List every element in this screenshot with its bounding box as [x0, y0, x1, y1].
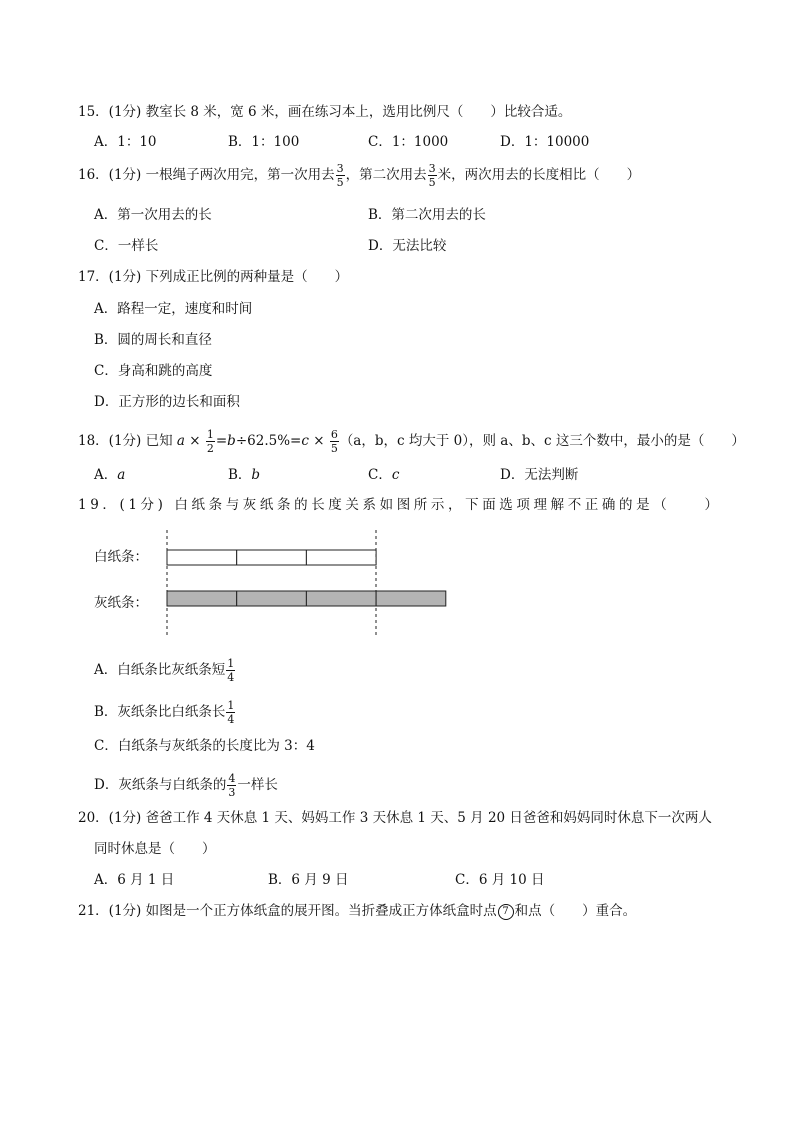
q19-label-white: 白纸条：: [94, 549, 148, 565]
q20-option-c: C．6 月 10 日: [455, 872, 545, 888]
q19-option-b: [94, 700, 236, 725]
q19-option-c: C．白纸条与灰纸条的长度比为 3：4: [94, 738, 315, 754]
q18-times-2: ×: [308, 433, 329, 449]
q16-option-b: B．第二次用去的长: [368, 207, 486, 223]
q18-frac1-numerator: 1: [206, 428, 214, 441]
q16-stem-part-c: 米，两次用去的长度相比（ ）: [437, 167, 641, 183]
q18-option-a-letter: A．: [94, 467, 118, 483]
q18-option-b-var: b: [251, 467, 261, 483]
q16-stem-part-b: ，第二次用去: [345, 167, 427, 183]
q19-stem: 19．(1分) 白纸条与灰纸条的长度关系如图所示，下面选项理解不正确的是（ ）: [78, 497, 722, 513]
q17-option-a: A．路程一定，速度和时间: [94, 301, 253, 317]
q19-option-b-fraction: [226, 700, 235, 725]
q19-option-d-numerator: 4: [228, 772, 236, 785]
q18-option-c-var: c: [391, 467, 400, 483]
q17-stem: 17．(1分) 下列成正比例的两种量是（ ）: [78, 269, 349, 285]
gray-strip-segment-2: [237, 591, 307, 606]
q16-frac1-numerator: 3: [336, 162, 344, 175]
q18-var-b: b: [227, 433, 236, 449]
q18-times-1: ×: [184, 433, 205, 449]
q18-var-a: a: [176, 433, 185, 449]
q19-option-a: [94, 658, 236, 683]
q18-frac2-denominator: 5: [330, 442, 338, 455]
q15-option-c: C．1：1000: [368, 134, 449, 150]
gray-strip-segment-4: [376, 591, 446, 606]
q18-division: ÷62.5%=: [235, 433, 302, 449]
q20-stem-line1: 20．(1分) 爸爸工作 4 天休息 1 天、妈妈工作 3 天休息 1 天、5 月 20 日爸爸和妈妈同时休息下一次两人: [78, 810, 712, 826]
q19-option-b-denominator: 4: [227, 713, 235, 726]
q18-equals: =: [215, 433, 228, 449]
q16-frac2-denominator: 5: [428, 176, 436, 189]
q15-stem: 15．(1分) 教室长 8 米，宽 6 米，画在练习本上，选用比例尺（ ）比较合适。: [78, 104, 572, 120]
gray-strip-segment-3: [306, 591, 376, 606]
q16-frac2-numerator: 3: [428, 162, 436, 175]
q19-option-a-denominator: 4: [227, 671, 235, 684]
q19-option-d: [94, 773, 278, 798]
q15-option-d: D．1：10000: [500, 134, 590, 150]
q18-option-a-var: a: [117, 467, 126, 483]
q16-option-c: C．一样长: [94, 238, 159, 254]
q21-stem-part-a: 21．(1分) 如图是一个正方体纸盒的展开图。当折叠成正方体纸盒时点: [78, 903, 497, 919]
q15-option-a: A．1：10: [94, 134, 157, 150]
q19-option-d-text-a: D．灰纸条与白纸条的: [94, 777, 227, 793]
q18-var-c: c: [301, 433, 309, 449]
white-strip-segment-3: [306, 550, 376, 565]
q19-option-b-text: B．灰纸条比白纸条长: [94, 704, 226, 720]
q17-option-b: B．圆的周长和直径: [94, 332, 212, 348]
q19-option-d-text-b: 一样长: [237, 777, 278, 793]
q18-stem-prefix: 18．(1分) 已知: [78, 433, 173, 449]
q21-stem: [78, 902, 636, 920]
q16-option-d: D．无法比较: [368, 238, 447, 254]
q16-option-a: A．第一次用去的长: [94, 207, 212, 223]
white-strip-segment-2: [237, 550, 307, 565]
q15-option-b: B．1：100: [228, 134, 300, 150]
q17-option-d: D．正方形的边长和面积: [94, 394, 240, 410]
q20-option-b: B．6 月 9 日: [268, 872, 349, 888]
circled-point-label: 7: [498, 904, 514, 920]
q17-option-c: C．身高和跳的高度: [94, 363, 213, 379]
q19-option-b-numerator: 1: [227, 699, 235, 712]
q19-option-d-denominator: 3: [228, 786, 236, 799]
q18-frac1-denominator: 2: [206, 442, 214, 455]
q19-label-gray: 灰纸条：: [94, 595, 148, 611]
white-strip: [167, 550, 376, 565]
q16-frac1-denominator: 5: [336, 176, 344, 189]
gray-strip: [167, 591, 446, 606]
q18-option-d: D．无法判断: [500, 467, 579, 483]
q20-stem-line2: 同时休息是（ ）: [94, 841, 216, 857]
q21-stem-part-b: 和点（ ）重合。: [514, 903, 637, 919]
q18-frac2-numerator: 6: [330, 428, 338, 441]
q18-option-b-letter: B．: [228, 467, 252, 483]
white-strip-segment-1: [167, 550, 237, 565]
q19-option-a-numerator: 1: [227, 657, 235, 670]
q16-stem-part-a: 16．(1分) 一根绳子两次用完，第一次用去: [78, 167, 335, 183]
q18-condition: （a，b，c 均大于 0），则 a、b、c 这三个数中，最小的是（ ）: [339, 433, 745, 449]
q19-option-a-fraction: [226, 658, 235, 683]
q19-option-d-fraction: [227, 773, 236, 798]
q20-option-a: A．6 月 1 日: [94, 872, 175, 888]
gray-strip-segment-1: [167, 591, 237, 606]
q19-option-a-text: A．白纸条比灰纸条短: [94, 662, 226, 678]
q18-option-c-letter: C．: [368, 467, 392, 483]
